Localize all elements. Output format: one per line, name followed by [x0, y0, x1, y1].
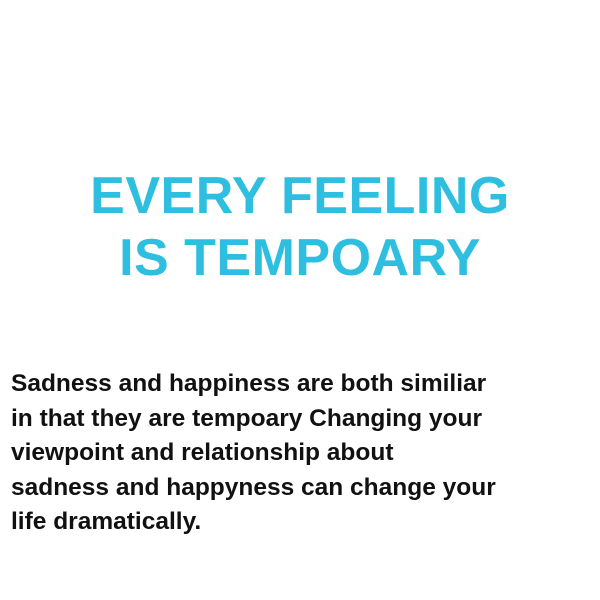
body-line-5: life dramatically.: [11, 508, 202, 535]
body-line-2: in that they are tempoary Changing your: [11, 404, 483, 432]
body-line-3: viewpoint and relationship about: [11, 439, 394, 466]
headline-line-1: EVERY FEELING: [90, 167, 510, 225]
body-paragraph: [11, 367, 596, 540]
headline-line-2: IS TEMPOARY: [119, 229, 481, 287]
body-line-1: Sadness and happiness are both similiar: [11, 370, 487, 397]
headline: [0, 165, 600, 289]
body-line-4: sadness and happyness can change your: [11, 473, 496, 501]
